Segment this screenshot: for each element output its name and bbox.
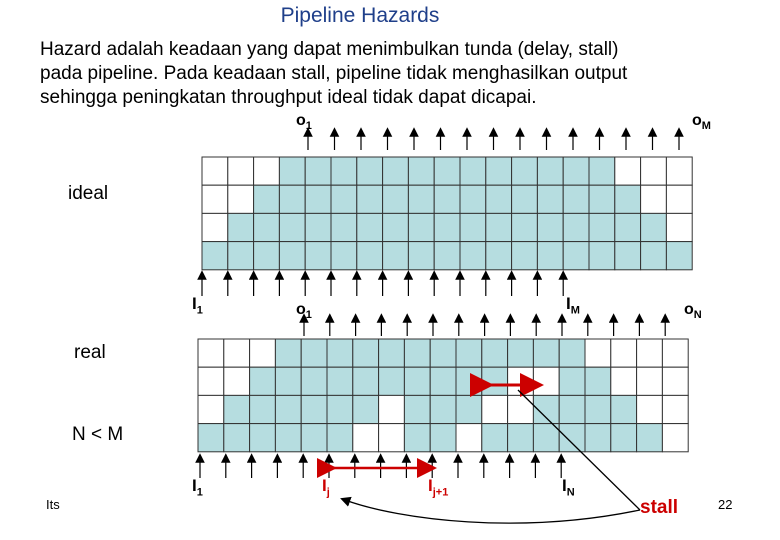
ideal-pipeline-cell [460,185,486,213]
ideal-pipeline-cell [434,185,460,213]
real-pipeline-cell [482,395,508,423]
real-pipeline-cell [250,339,276,367]
real-output-first: $o_1$ [296,301,312,322]
stall-label: stall [640,497,679,518]
ideal-pipeline-cell [641,242,667,270]
real-pipeline-cell [585,424,611,452]
ideal-pipeline-cell [537,213,563,241]
real-pipeline-cell [559,367,585,395]
real-pipeline-cell [327,367,353,395]
ideal-pipeline-cell [512,157,538,185]
real-pipeline-cell [250,424,276,452]
ideal-pipeline-cell [408,185,434,213]
ideal-pipeline-cell [254,185,280,213]
real-pipeline-cell [585,339,611,367]
ideal-pipeline-grid [202,157,692,270]
real-pipeline-cell [482,339,508,367]
ideal-input-last: $I_M$ [566,294,580,317]
real-pipeline-cell [611,424,637,452]
ideal-pipeline-cell [537,157,563,185]
intro-line-2: pada pipeline. Pada keadaan stall, pipeline tidak menghasilkan output [40,63,628,84]
real-pipeline-cell [379,424,405,452]
real-pipeline-cell [301,424,327,452]
ideal-pipeline-cell [666,185,692,213]
ideal-pipeline-cell [641,185,667,213]
real-pipeline-cell [533,339,559,367]
real-pipeline-cell [662,367,688,395]
real-pipeline-cell [430,339,456,367]
real-pipeline-cell [430,395,456,423]
real-pipeline-cell [353,424,379,452]
ideal-pipeline-cell [202,242,228,270]
real-pipeline-cell [508,339,534,367]
real-pipeline-cell [430,367,456,395]
real-pipeline-cell [275,339,301,367]
real-pipeline-cell [353,339,379,367]
real-pipeline-cell [482,367,508,395]
ideal-pipeline-cell [666,157,692,185]
real-label: real [74,342,106,363]
ideal-pipeline-cell [228,185,254,213]
ideal-pipeline-cell [512,242,538,270]
ideal-pipeline-cell [460,213,486,241]
real-pipeline-cell [482,424,508,452]
real-pipeline-cell [250,395,276,423]
ideal-pipeline-cell [279,185,305,213]
real-pipeline-cell [301,367,327,395]
real-pipeline-cell [198,339,224,367]
ideal-pipeline-cell [202,213,228,241]
real-pipeline-cell [430,424,456,452]
real-pipeline-cell [662,395,688,423]
ideal-pipeline-cell [486,157,512,185]
ideal-pipeline-cell [383,157,409,185]
ideal-pipeline-cell [512,213,538,241]
real-pipeline-cell [379,395,405,423]
slide-title: Pipeline Hazards [280,4,440,27]
real-pipeline-cell [533,367,559,395]
real-pipeline-cell [301,395,327,423]
real-pipeline-cell [224,424,250,452]
ideal-pipeline-cell [408,157,434,185]
ideal-output-last: $o_M$ [692,112,711,133]
real-pipeline-cell [404,367,430,395]
intro-line-1: Hazard adalah keadaan yang dapat menimbulkan tunda (delay, stall) [40,39,619,60]
ideal-pipeline-cell [589,157,615,185]
ideal-pipeline-cell [357,157,383,185]
ideal-pipeline-cell [589,185,615,213]
ideal-pipeline-cell [305,185,331,213]
ideal-input-first: $I_1$ [192,294,203,317]
real-pipeline-cell [611,367,637,395]
ideal-pipeline-cell [486,185,512,213]
ideal-pipeline-cell [408,242,434,270]
real-input-last: $I_N$ [562,476,575,499]
ideal-pipeline-cell [383,242,409,270]
real-input-j-plus-1: $I_{j+1}$ [428,476,449,499]
real-pipeline-cell [611,339,637,367]
real-pipeline-cell [637,367,663,395]
ideal-pipeline-cell [228,213,254,241]
real-pipeline-cell [456,424,482,452]
real-pipeline-cell [327,424,353,452]
real-pipeline-cell [198,424,224,452]
ideal-pipeline-cell [641,157,667,185]
real-pipeline-cell [353,367,379,395]
ideal-pipeline-cell [331,185,357,213]
ideal-pipeline-cell [615,213,641,241]
ideal-pipeline-cell [331,157,357,185]
real-pipeline-cell [637,424,663,452]
footer-left: Its [46,497,60,512]
ideal-pipeline-cell [357,213,383,241]
ideal-pipeline-cell [563,242,589,270]
ideal-pipeline-cell [383,185,409,213]
real-pipeline-cell [224,367,250,395]
real-pipeline-cell [559,395,585,423]
ideal-pipeline-cell [563,213,589,241]
real-pipeline-cell [508,367,534,395]
ideal-pipeline-cell [331,213,357,241]
stall-curve-arrow [345,500,640,523]
real-pipeline-cell [585,367,611,395]
real-input-j: $I_j$ [322,476,330,499]
real-pipeline-cell [379,339,405,367]
real-pipeline-cell [404,395,430,423]
ideal-pipeline-cell [228,242,254,270]
real-pipeline-cell [404,424,430,452]
ideal-pipeline-cell [408,213,434,241]
ideal-pipeline-cell [563,185,589,213]
ideal-pipeline-cell [666,213,692,241]
real-output-last: $o_N$ [684,301,702,322]
real-pipeline-cell [637,395,663,423]
ideal-pipeline-cell [512,185,538,213]
ideal-pipeline-cell [460,157,486,185]
ideal-pipeline-cell [460,242,486,270]
ideal-pipeline-cell [434,242,460,270]
ideal-pipeline-cell [279,242,305,270]
real-pipeline-cell [611,395,637,423]
ideal-pipeline-cell [202,157,228,185]
real-pipeline-cell [327,339,353,367]
ideal-pipeline-cell [305,242,331,270]
real-pipeline-cell [508,424,534,452]
ideal-pipeline-cell [279,213,305,241]
real-pipeline-cell [379,367,405,395]
real-pipeline-cell [456,339,482,367]
real-pipeline-cell [275,424,301,452]
real-pipeline-grid [198,339,688,452]
real-pipeline-cell [559,339,585,367]
ideal-label: ideal [68,183,109,204]
real-pipeline-cell [456,367,482,395]
real-pipeline-cell [275,367,301,395]
ideal-pipeline-cell [254,242,280,270]
ideal-pipeline-cell [589,213,615,241]
real-pipeline-cell [404,339,430,367]
real-pipeline-cell [456,395,482,423]
real-pipeline-cell [301,339,327,367]
real-pipeline-cell [585,395,611,423]
real-pipeline-cell [198,367,224,395]
real-input-first: $I_1$ [192,476,203,499]
ideal-pipeline-cell [434,157,460,185]
ideal-pipeline-cell [254,157,280,185]
ideal-pipeline-cell [563,157,589,185]
ideal-pipeline-cell [305,213,331,241]
real-pipeline-cell [662,339,688,367]
ideal-pipeline-cell [383,213,409,241]
real-pipeline-cell [327,395,353,423]
real-pipeline-cell [637,339,663,367]
ideal-pipeline-cell [537,185,563,213]
real-pipeline-cell [353,395,379,423]
ideal-pipeline-cell [357,185,383,213]
ideal-pipeline-cell [357,242,383,270]
ideal-pipeline-cell [202,185,228,213]
real-pipeline-cell [275,395,301,423]
real-pipeline-cell [224,339,250,367]
real-pipeline-cell [533,424,559,452]
ideal-pipeline-cell [305,157,331,185]
ideal-pipeline-cell [228,157,254,185]
ideal-pipeline-cell [615,157,641,185]
ideal-pipeline-cell [331,242,357,270]
ideal-pipeline-cell [641,213,667,241]
intro-line-3: sehingga peningkatan throughput ideal tidak dapat dicapai. [40,87,537,108]
ideal-pipeline-cell [254,213,280,241]
ideal-pipeline-cell [486,242,512,270]
page-number: 22 [718,497,733,512]
real-pipeline-cell [250,367,276,395]
ideal-pipeline-cell [615,242,641,270]
ideal-pipeline-cell [666,242,692,270]
ideal-pipeline-cell [615,185,641,213]
ideal-pipeline-cell [589,242,615,270]
ideal-pipeline-cell [434,213,460,241]
ideal-pipeline-cell [537,242,563,270]
n-less-than-m: N < M [72,424,124,445]
real-pipeline-cell [508,395,534,423]
real-pipeline-cell [224,395,250,423]
real-pipeline-cell [559,424,585,452]
ideal-output-first: $o_1$ [296,112,312,133]
real-pipeline-cell [662,424,688,452]
ideal-pipeline-cell [486,213,512,241]
real-pipeline-cell [198,395,224,423]
ideal-pipeline-cell [279,157,305,185]
